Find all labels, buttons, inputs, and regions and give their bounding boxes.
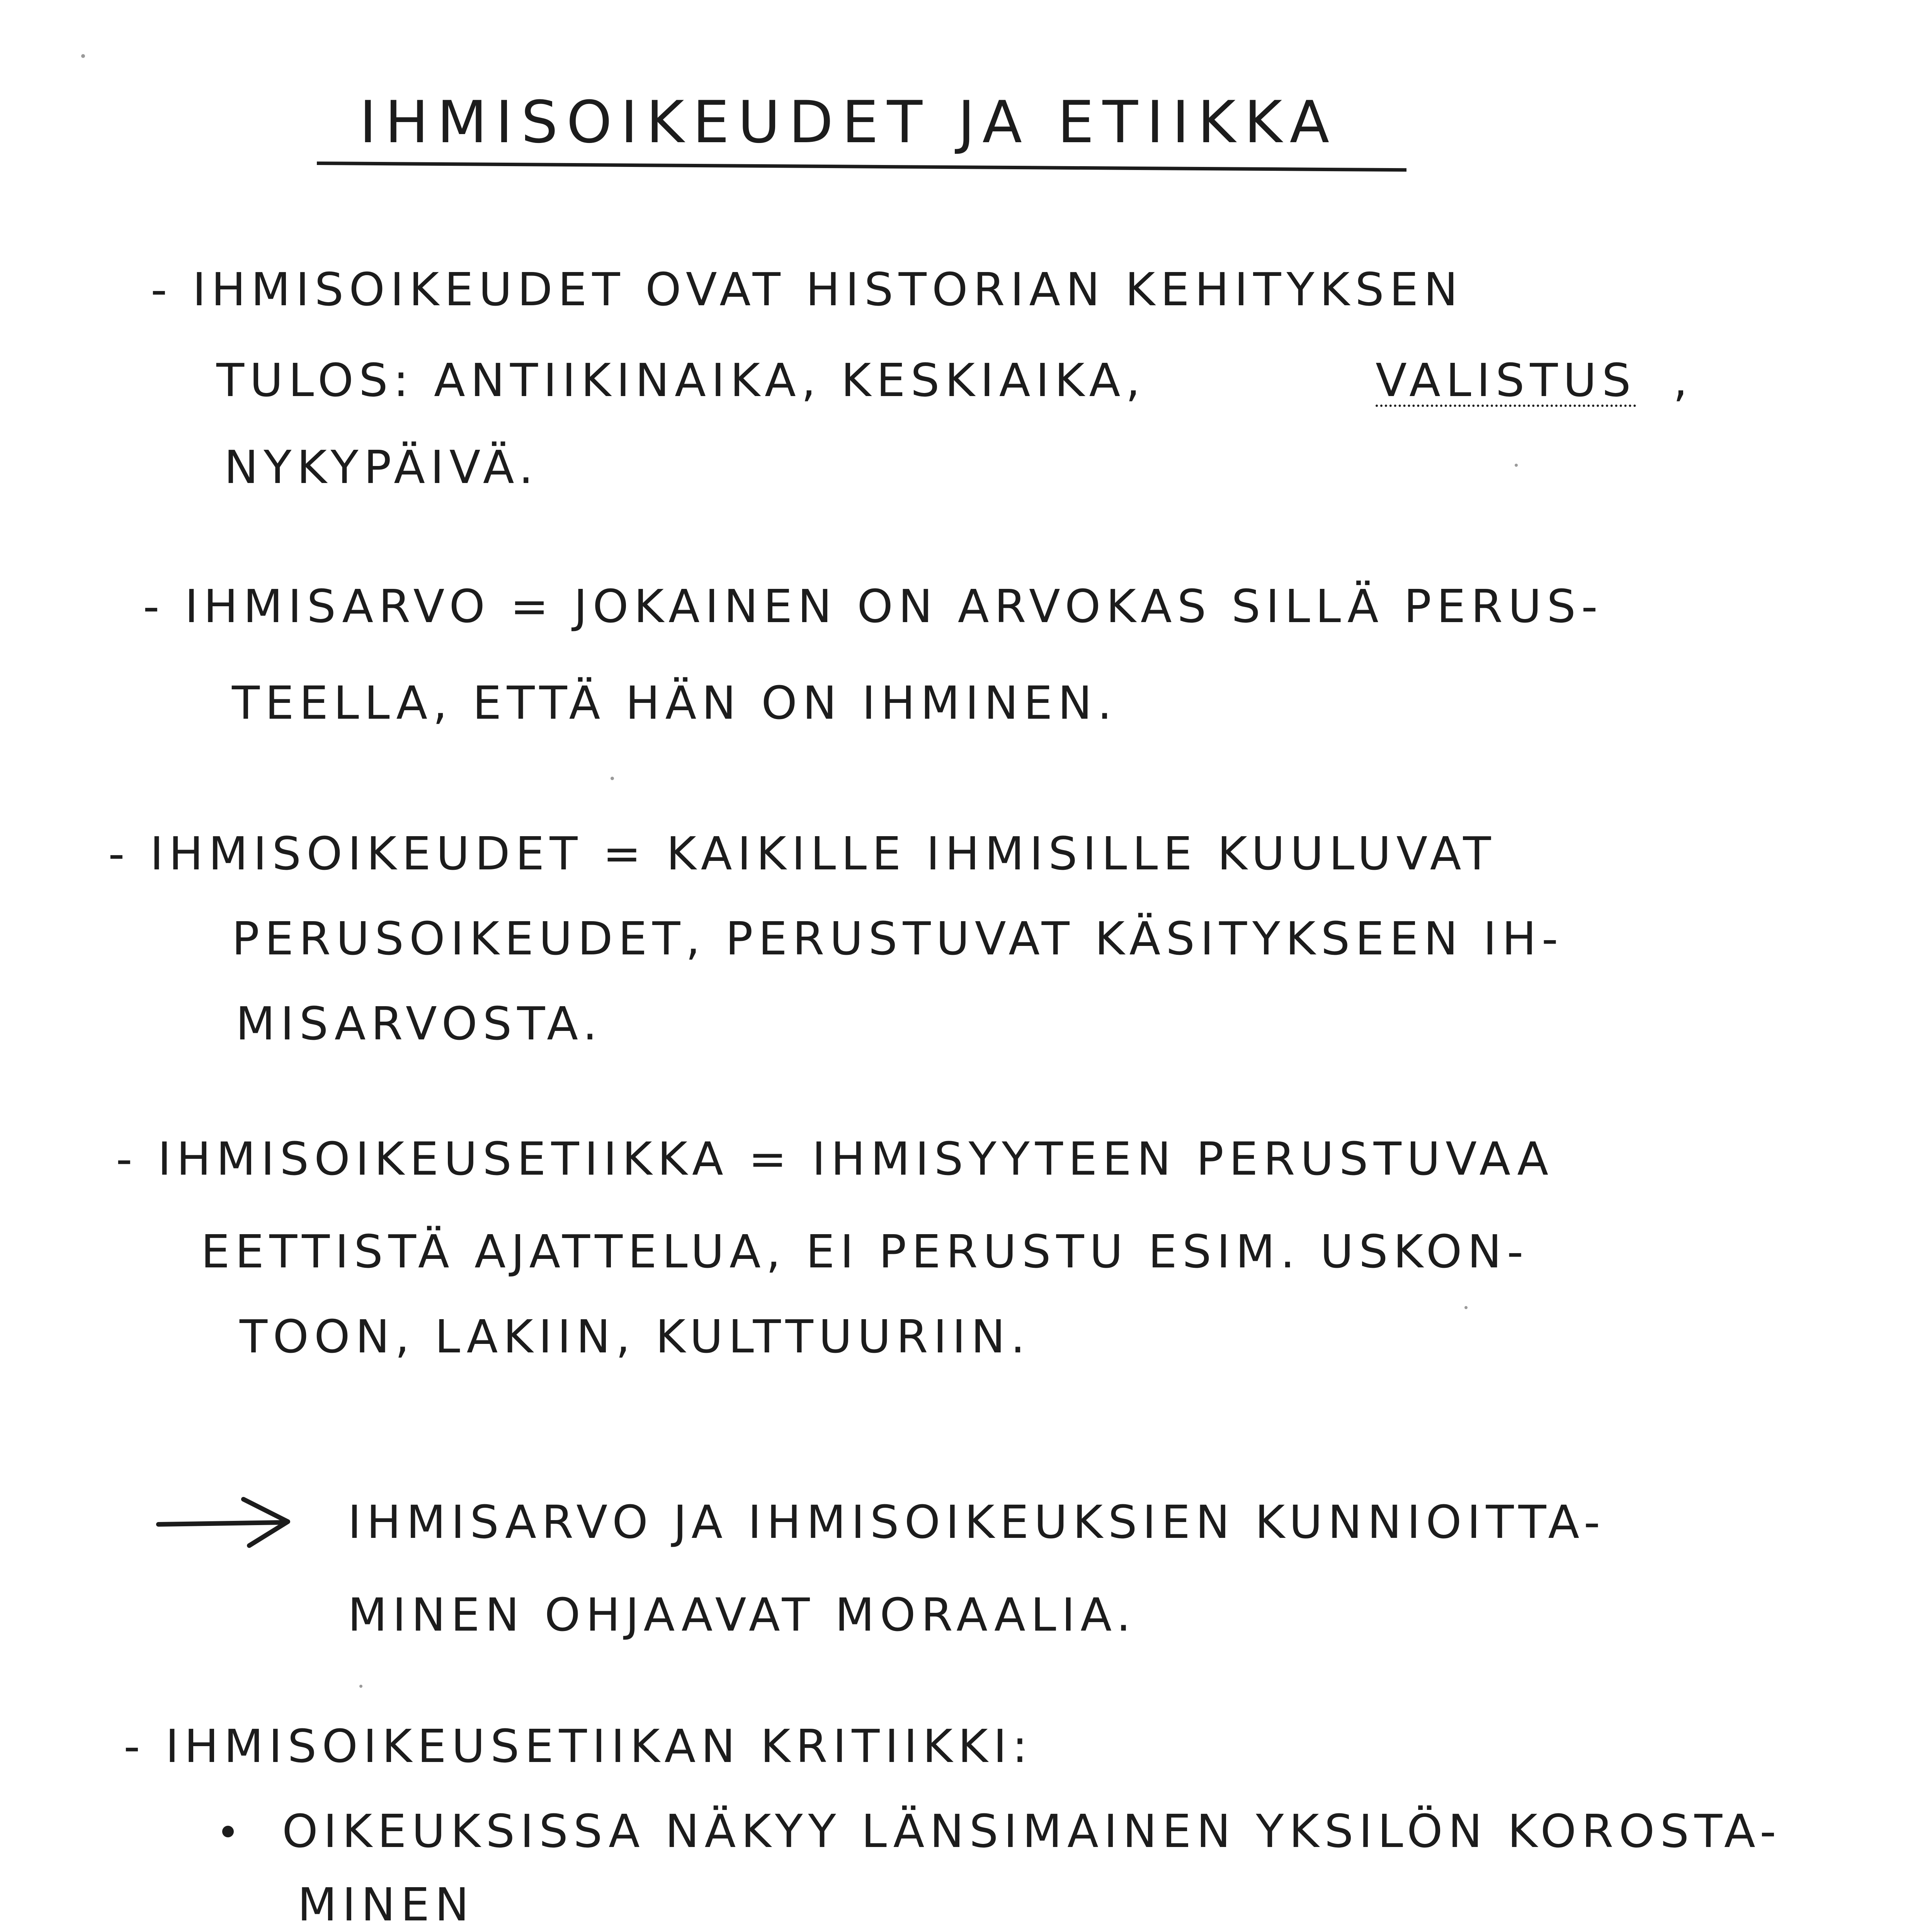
note-line: MISARVOSTA. [236,997,603,1050]
scan-speck [359,1685,362,1688]
note-line: - IHMISOIKEUSETIIKKA = IHMISYYTEEN PERUSTUVAA [116,1132,1554,1185]
note-line: MINEN [298,1878,474,1931]
note-line: - IHMISARVO = JOKAINEN ON ARVOKAS SILLÄ PERUS- [143,580,1603,633]
note-line: - IHMISOIKEUDET = KAIKILLE IHMISILLE KUULUVAT [108,827,1497,880]
title-underline [317,162,1406,172]
note-line: MINEN OHJAAVAT MORAALIA. [348,1588,1136,1641]
scan-speck [81,54,85,58]
note-line: , [1673,354,1693,407]
note-line: TOON, LAKIIN, KULTTUURIIN. [240,1310,1031,1363]
note-line-underlined: VALISTUS [1376,354,1636,407]
scan-speck [611,777,614,780]
note-line: - IHMISOIKEUSETIIKAN KRITIIKKI: [124,1719,1033,1773]
right-arrow-icon [155,1492,301,1549]
bullet-icon [222,1826,234,1837]
page-title: IHMISOIKEUDET JA ETIIKKA [359,89,1338,156]
note-line: NYKYPÄIVÄ. [224,440,539,494]
note-line: - IHMISOIKEUDET OVAT HISTORIAN KEHITYKSEN [151,263,1463,316]
note-line: OIKEUKSISSA NÄKYY LÄNSIMAINEN YKSILÖN KOROSTA- [282,1804,1782,1858]
note-line: TULOS: ANTIIKINAIKA, KESKIAIKA, [216,354,1146,407]
note-line: IHMISARVO JA IHMISOIKEUKSIEN KUNNIOITTA- [348,1495,1606,1549]
scan-speck [1464,1306,1468,1309]
note-line: PERUSOIKEUDET, PERUSTUVAT KÄSITYKSEEN IH- [232,912,1564,965]
note-line: TEELLA, ETTÄ HÄN ON IHMINEN. [232,676,1117,730]
scan-speck [1515,464,1518,467]
note-line: EETTISTÄ AJATTELUA, EI PERUSTU ESIM. USKON- [201,1225,1529,1278]
